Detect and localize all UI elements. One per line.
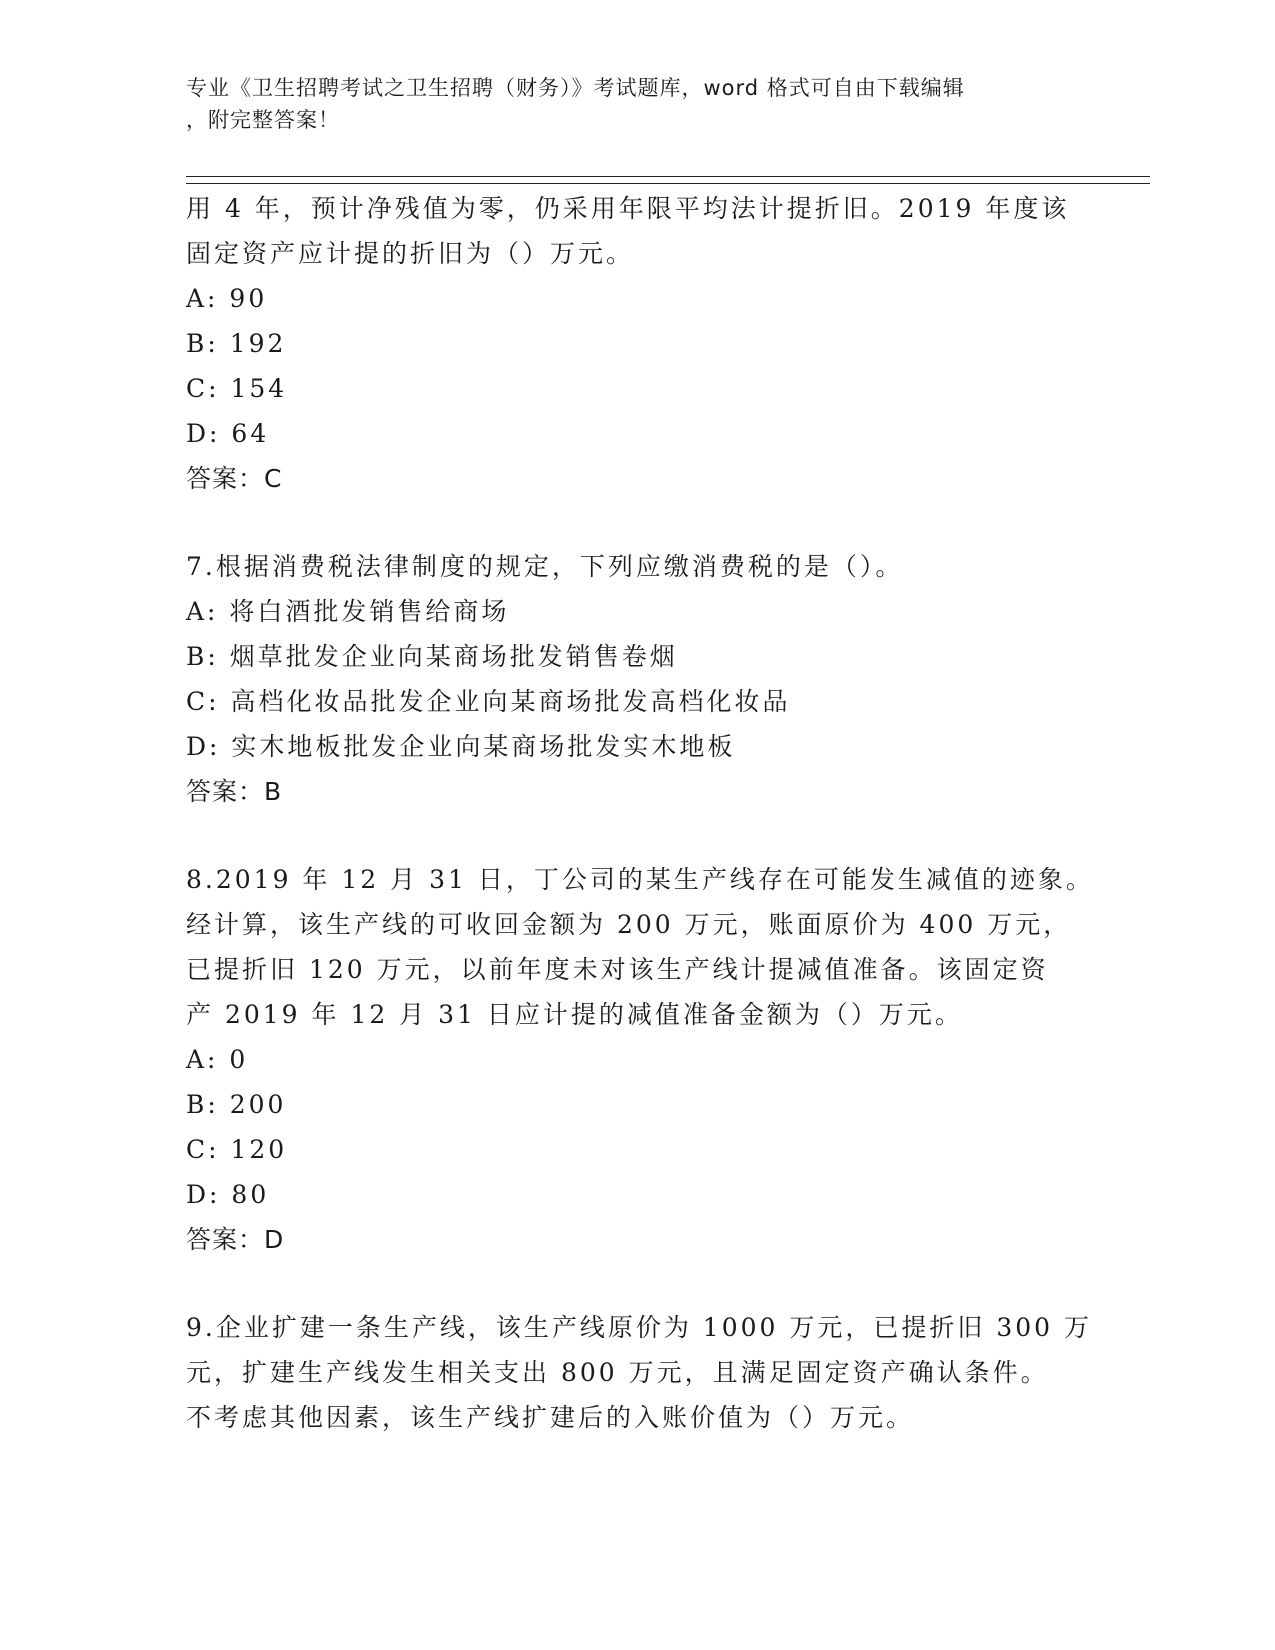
- question-text-line: 产 2019 年 12 月 31 日应计提的减值准备金额为（）万元。: [186, 1000, 963, 1029]
- question-text-line: 已提折旧 120 万元，以前年度未对该生产线计提减值准备。该固定资: [186, 955, 1049, 984]
- question-text-line: 7.根据消费税法律制度的规定，下列应缴消费税的是（）。: [186, 552, 904, 581]
- option-a: A: 90: [186, 284, 268, 313]
- option-b: B: 192: [186, 329, 287, 358]
- document-header: [186, 72, 1066, 136]
- header-rule-bottom: [186, 183, 1150, 184]
- answer-text: 答案：B: [186, 777, 283, 806]
- question-text-line: 8.2019 年 12 月 31 日，丁公司的某生产线存在可能发生减值的迹象。: [186, 865, 1094, 894]
- option-b: B: 200: [186, 1090, 287, 1119]
- answer-text: 答案：D: [186, 1225, 285, 1254]
- header-line-2: ，附完整答案！: [186, 108, 340, 132]
- option-c: C: 154: [186, 374, 288, 403]
- option-d: D: 实木地板批发企业向某商场批发实木地板: [186, 732, 736, 761]
- spacer: [186, 1262, 1086, 1305]
- question-9: [186, 1305, 1092, 1440]
- option-c: C: 高档化妆品批发企业向某商场批发高档化妆品: [186, 687, 791, 716]
- question-text-line: 用 4 年，预计净残值为零，仍采用年限平均法计提折旧。2019 年度该: [186, 194, 1070, 223]
- option-c: C: 120: [186, 1135, 288, 1164]
- spacer: [186, 501, 1086, 544]
- header-rule-top: [186, 176, 1150, 177]
- question-8: [186, 857, 1094, 1262]
- option-b: B: 烟草批发企业向某商场批发销售卷烟: [186, 642, 678, 671]
- option-a: A: 0: [186, 1045, 249, 1074]
- question-list: [186, 186, 1094, 1440]
- question-6-continued: [186, 186, 1086, 501]
- question-text-line: 固定资产应计提的折旧为（）万元。: [186, 239, 635, 268]
- question-text-line: 9.企业扩建一条生产线，该生产线原价为 1000 万元，已提折旧 300 万: [186, 1313, 1092, 1342]
- option-d: D: 80: [186, 1180, 270, 1209]
- answer-text: 答案：C: [186, 464, 283, 493]
- option-a: A: 将白酒批发销售给商场: [186, 597, 510, 626]
- question-7: [186, 544, 1086, 814]
- question-text-line: 不考虑其他因素，该生产线扩建后的入账价值为（）万元。: [186, 1403, 915, 1432]
- question-text-line: 元，扩建生产线发生相关支出 800 万元，且满足固定资产确认条件。: [186, 1358, 1049, 1387]
- spacer: [186, 814, 1086, 857]
- question-text-line: 经计算，该生产线的可收回金额为 200 万元，账面原价为 400 万元，: [186, 910, 1072, 939]
- header-line-1: 专业《卫生招聘考试之卫生招聘（财务）》考试题库，word 格式可自由下载编辑: [186, 76, 965, 100]
- option-d: D: 64: [186, 419, 270, 448]
